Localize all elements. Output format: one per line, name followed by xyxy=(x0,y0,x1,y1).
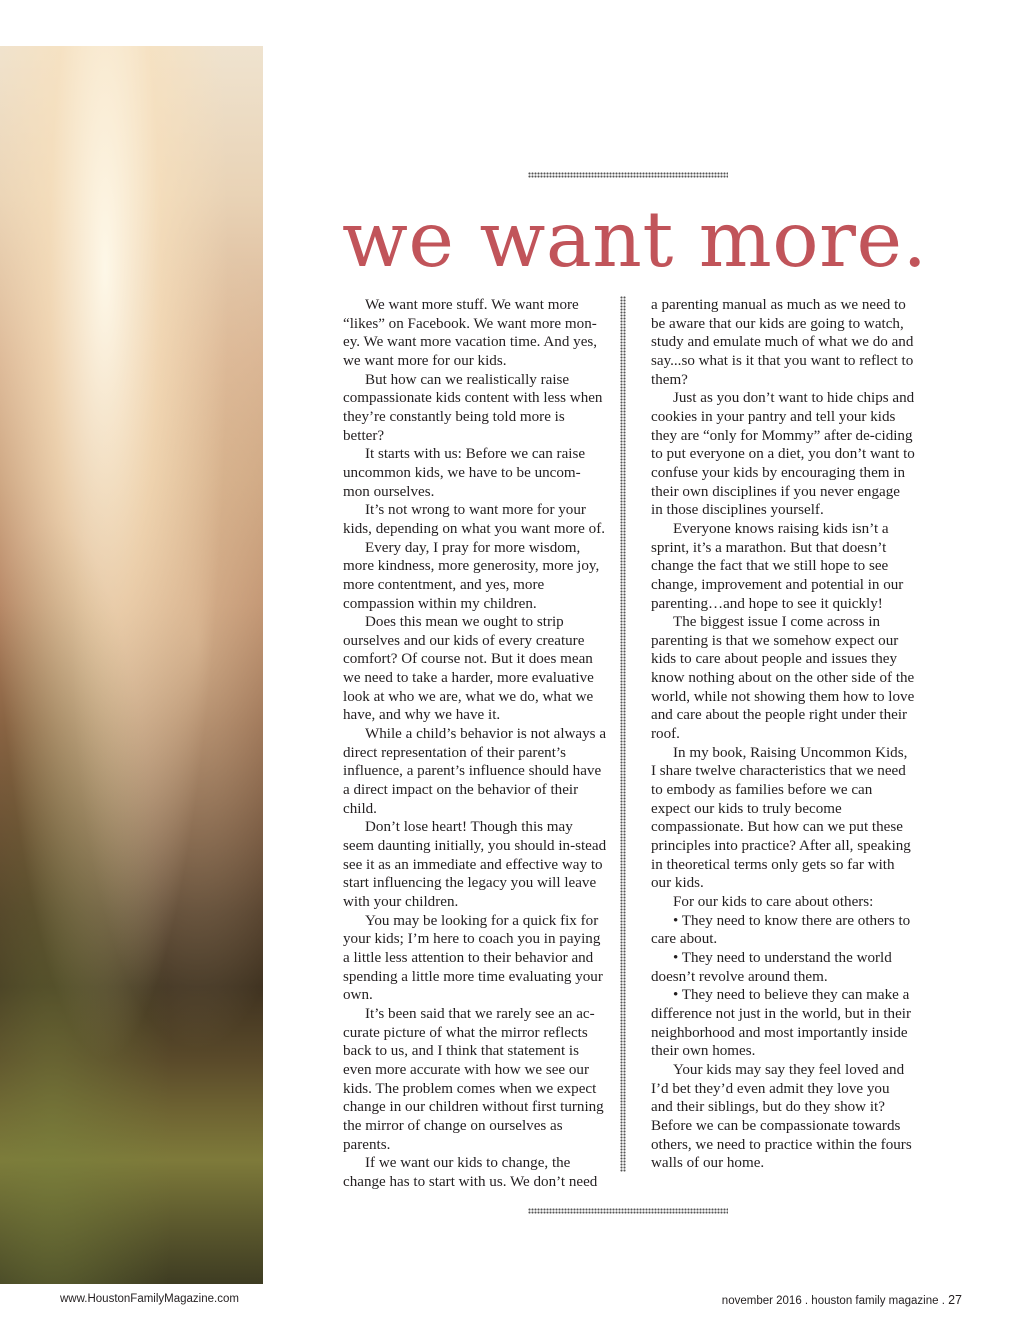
bullet-item: • They need to know there are others to care about. xyxy=(651,912,911,948)
article-column-right xyxy=(651,296,915,1173)
paragraph: Just as you don’t want to hide chips and cookies in your pantry and tell your kids they are “only for Mommy” after de-ciding to put everyone on a diet, you don’t want to confuse your kids by encouraging them in their own disciplines if you never engage in those disciplines yourself. xyxy=(651,390,915,519)
paragraph: Everyone knows raising kids isn’t a sprint, it’s a marathon. But that doesn’t change the fact that we still hope to see change, improvement and potential in our parenting…and hope to see it quickly! xyxy=(651,520,904,612)
footer-issue xyxy=(722,1293,962,1307)
article-headline: we want more. xyxy=(342,196,928,285)
footer-issue-text: november 2016 . houston family magazine . xyxy=(721,1295,949,1307)
paragraph: Every day, I pray for more wisdom, more kindness, more generosity, more joy, more contentment, and yes, more compassion within my children. xyxy=(343,539,600,612)
paragraph: While a child’s behavior is not always a direct representation of their parent’s influence, a parent’s influence should have a direct impact on the behavior of their child. xyxy=(343,726,607,817)
paragraph: We want more stuff. We want more “likes” on Facebook. We want more mon-ey. We want more vacation time. And yes, we want more for our kids. xyxy=(343,297,598,369)
column-divider xyxy=(620,296,626,1172)
paragraph: In my book, Raising Uncommon Kids, I share twelve characteristics that we need to embody as families before we can expect our kids to truly become compassionate. But how can we put these principles into practice? After all, speaking in theoretical terms only gets so far with our kids. xyxy=(651,744,911,892)
paragraph: The biggest issue I come across in parenting is that we somehow expect our kids to care about people and issues they know nothing about on the other side of the world, while not showing them how to love and care about the people right under their roof. xyxy=(651,614,915,743)
paragraph: Your kids may say they feel loved and I’d bet they’d even admit they love you and their siblings, but do they show it? Before we can be compassionate towards others, we need to practice within the fours walls of our home. xyxy=(651,1061,912,1172)
paragraph: Does this mean we ought to strip ourselves and our kids of every creature comfort? Of course not. But it does mean we need to take a harder, more evaluative look at who we are, what we do, what we have, and why we have it. xyxy=(343,614,594,724)
dotted-rule-top xyxy=(528,172,728,178)
paragraph: If we want our kids to change, the change has to start with us. We don’t need xyxy=(343,1155,598,1190)
paragraph: For our kids to care about others: xyxy=(673,894,874,910)
bullet-item: • They need to believe they can make a difference not just in the world, but in their neighborhood and most importantly inside their own homes. xyxy=(651,987,912,1060)
paragraph: It’s been said that we rarely see an ac-curate picture of what the mirror reflects back to us, and I think that statement is even more accurate with how we see our kids. The problem comes when we expect change in our children without first turning the mirror of change on ourselves as parents. xyxy=(343,1005,604,1153)
paragraph: It’s not wrong to want more for your kids, depending on what you want more of. xyxy=(343,502,605,537)
hero-photo xyxy=(0,46,263,1284)
paragraph: It starts with us: Before we can raise uncommon kids, we have to be uncom-mon ourselves. xyxy=(343,446,586,500)
paragraph: Don’t lose heart! Though this may seem daunting initially, you should in-stead see it as an immediate and effective way to start influencing the legacy you will leave with your children. xyxy=(343,819,607,910)
paragraph: a parenting manual as much as we need to be aware that our kids are going to watch, study and emulate much of what we do and say...so what is it that you want to reflect to them? xyxy=(651,297,914,388)
dotted-rule-bottom xyxy=(528,1208,728,1214)
paragraph: You may be looking for a quick fix for your kids; I’m here to coach you in paying a little less attention to their behavior and spending a little more time evaluating your own. xyxy=(343,912,603,1004)
footer-website: www.HoustonFamilyMagazine.com xyxy=(60,1293,239,1305)
article-column-left xyxy=(343,296,607,1192)
paragraph: But how can we realistically raise compassionate kids content with less when they’re constantly being told more is better? xyxy=(343,371,603,444)
page-number: 27 xyxy=(948,1293,962,1307)
bullet-item: • They need to understand the world doesn’t revolve around them. xyxy=(651,949,892,985)
